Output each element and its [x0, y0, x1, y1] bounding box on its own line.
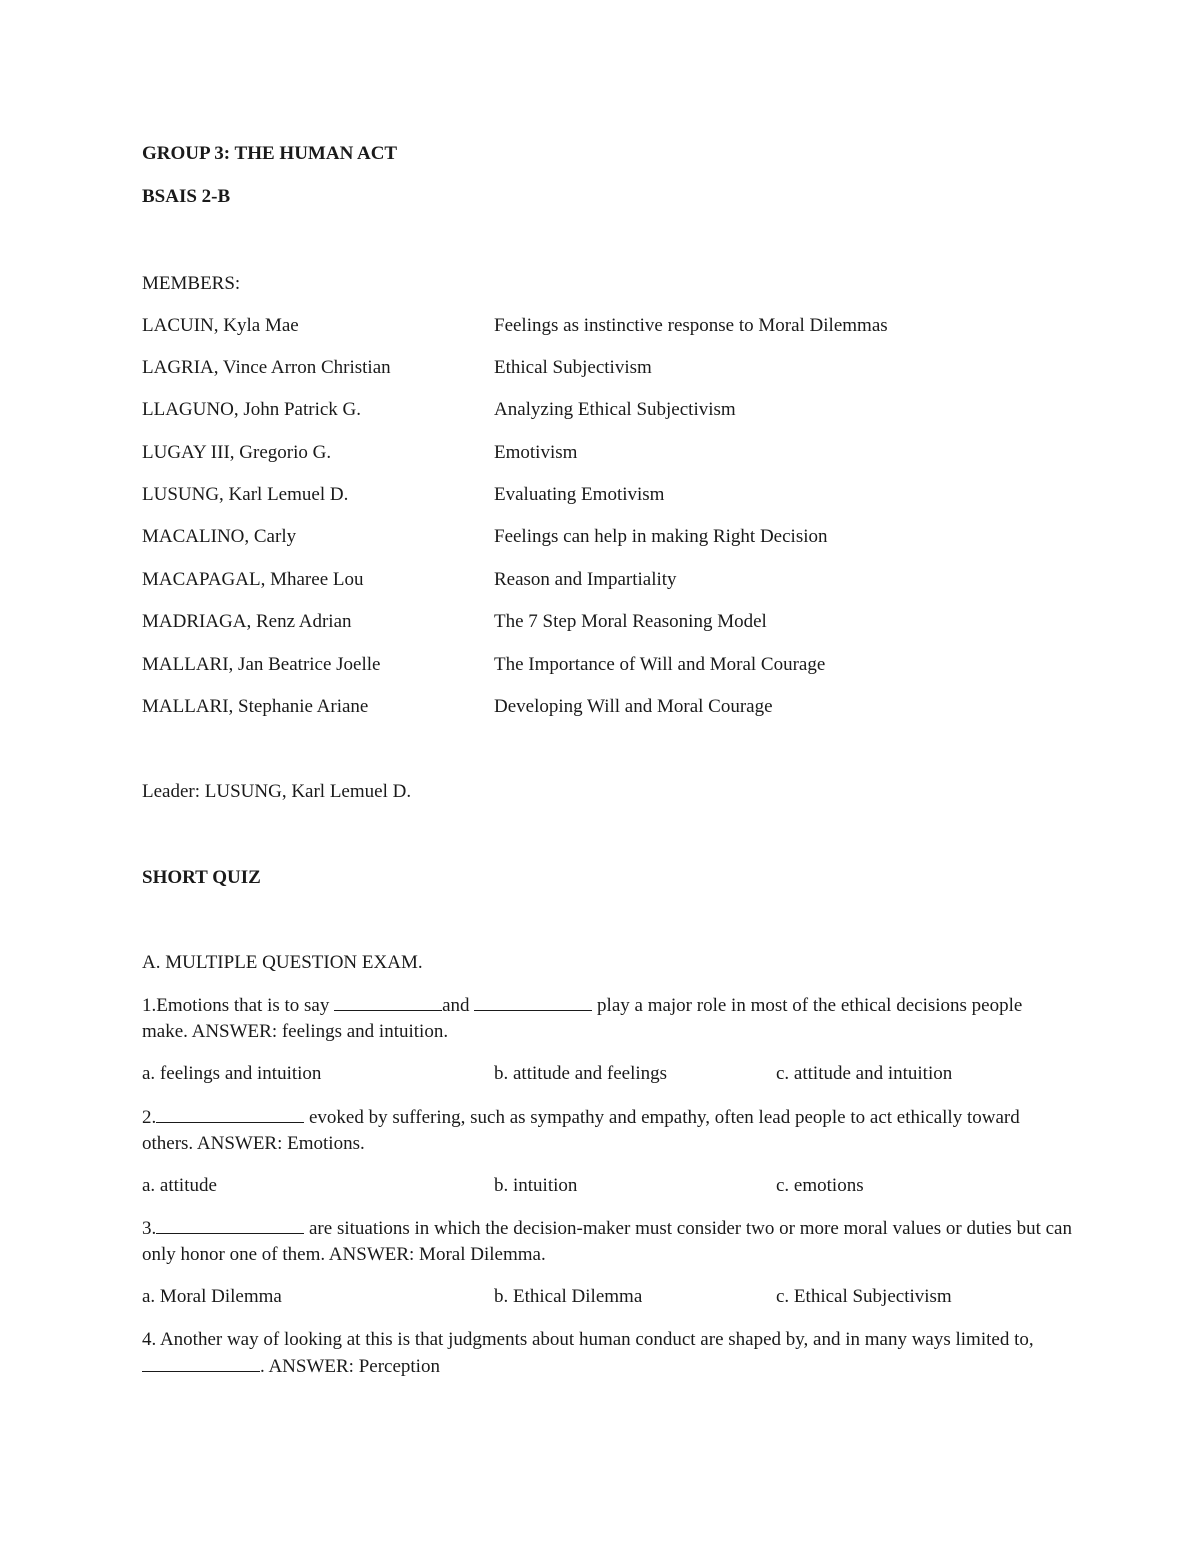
member-topic: Evaluating Emotivism: [494, 484, 665, 505]
choice-b: b. Ethical Dilemma: [494, 1286, 643, 1307]
question-2: [142, 1104, 1072, 1157]
question-text: 2.: [142, 1107, 157, 1128]
choice-a: a. attitude: [142, 1175, 217, 1196]
member-topic: Developing Will and Moral Courage: [494, 696, 773, 717]
choice-a: a. feelings and intuition: [142, 1063, 322, 1084]
member-name: LUGAY III, Gregorio G.: [142, 442, 332, 463]
member-name: MADRIAGA, Renz Adrian: [142, 611, 352, 632]
members-heading: MEMBERS:: [142, 273, 241, 294]
question-text: evoked by suffering, such as sympathy and empathy, often lead people to act ethically toward others. ANSWER: Emotions.: [142, 1107, 1020, 1154]
choice-b: b. intuition: [494, 1175, 578, 1196]
member-name: LACUIN, Kyla Mae: [142, 315, 299, 336]
question-text: 4. Another way of looking at this is that judgments about human conduct are shaped by, and in many ways limited to,: [142, 1329, 1034, 1350]
answer-blank: [142, 1353, 260, 1372]
question-text: are situations in which the decision-maker must consider two or more moral values or duties but can only honor one of them. ANSWER: Moral Dilemma.: [142, 1218, 1072, 1265]
question-text: and: [442, 995, 475, 1016]
choice-c: c. attitude and intuition: [776, 1063, 953, 1084]
section-label: BSAIS 2-B: [142, 186, 231, 207]
question-text: 1.Emotions that is to say: [142, 995, 335, 1016]
question-text: 3.: [142, 1218, 157, 1239]
choice-c: c. emotions: [776, 1175, 864, 1196]
question-text: play a major role in most of the ethical decisions people make. ANSWER: feelings and intuition.: [142, 995, 1023, 1042]
member-name: LAGRIA, Vince Arron Christian: [142, 357, 391, 378]
member-topic: The Importance of Will and Moral Courage: [494, 654, 826, 675]
answer-blank: [334, 992, 442, 1011]
member-name: LLAGUNO, John Patrick G.: [142, 399, 362, 420]
member-name: MACALINO, Carly: [142, 526, 297, 547]
document-title: GROUP 3: THE HUMAN ACT: [142, 143, 398, 164]
member-name: MALLARI, Jan Beatrice Joelle: [142, 654, 381, 675]
answer-blank: [474, 992, 592, 1011]
choice-b: b. attitude and feelings: [494, 1063, 668, 1084]
member-name: LUSUNG, Karl Lemuel D.: [142, 484, 349, 505]
member-topic: Reason and Impartiality: [494, 569, 677, 590]
question-text: . ANSWER: Perception: [260, 1356, 440, 1377]
member-name: MACAPAGAL, Mharee Lou: [142, 569, 364, 590]
member-topic: Emotivism: [494, 442, 578, 463]
question-1: [142, 992, 1072, 1045]
member-topic: Feelings as instinctive response to Moral Dilemmas: [494, 315, 888, 336]
choice-c: c. Ethical Subjectivism: [776, 1286, 952, 1307]
member-topic: Analyzing Ethical Subjectivism: [494, 399, 736, 420]
question-4: [142, 1327, 1072, 1380]
answer-blank: [156, 1215, 304, 1234]
member-topic: Feelings can help in making Right Decision: [494, 526, 828, 547]
group-leader: Leader: LUSUNG, Karl Lemuel D.: [142, 781, 412, 802]
choice-a: a. Moral Dilemma: [142, 1286, 282, 1307]
member-topic: Ethical Subjectivism: [494, 357, 652, 378]
question-3: [142, 1215, 1072, 1268]
member-topic: The 7 Step Moral Reasoning Model: [494, 611, 767, 632]
member-name: MALLARI, Stephanie Ariane: [142, 696, 369, 717]
answer-blank: [156, 1104, 304, 1123]
quiz-part-heading: A. MULTIPLE QUESTION EXAM.: [142, 952, 423, 973]
quiz-title: SHORT QUIZ: [142, 867, 261, 888]
